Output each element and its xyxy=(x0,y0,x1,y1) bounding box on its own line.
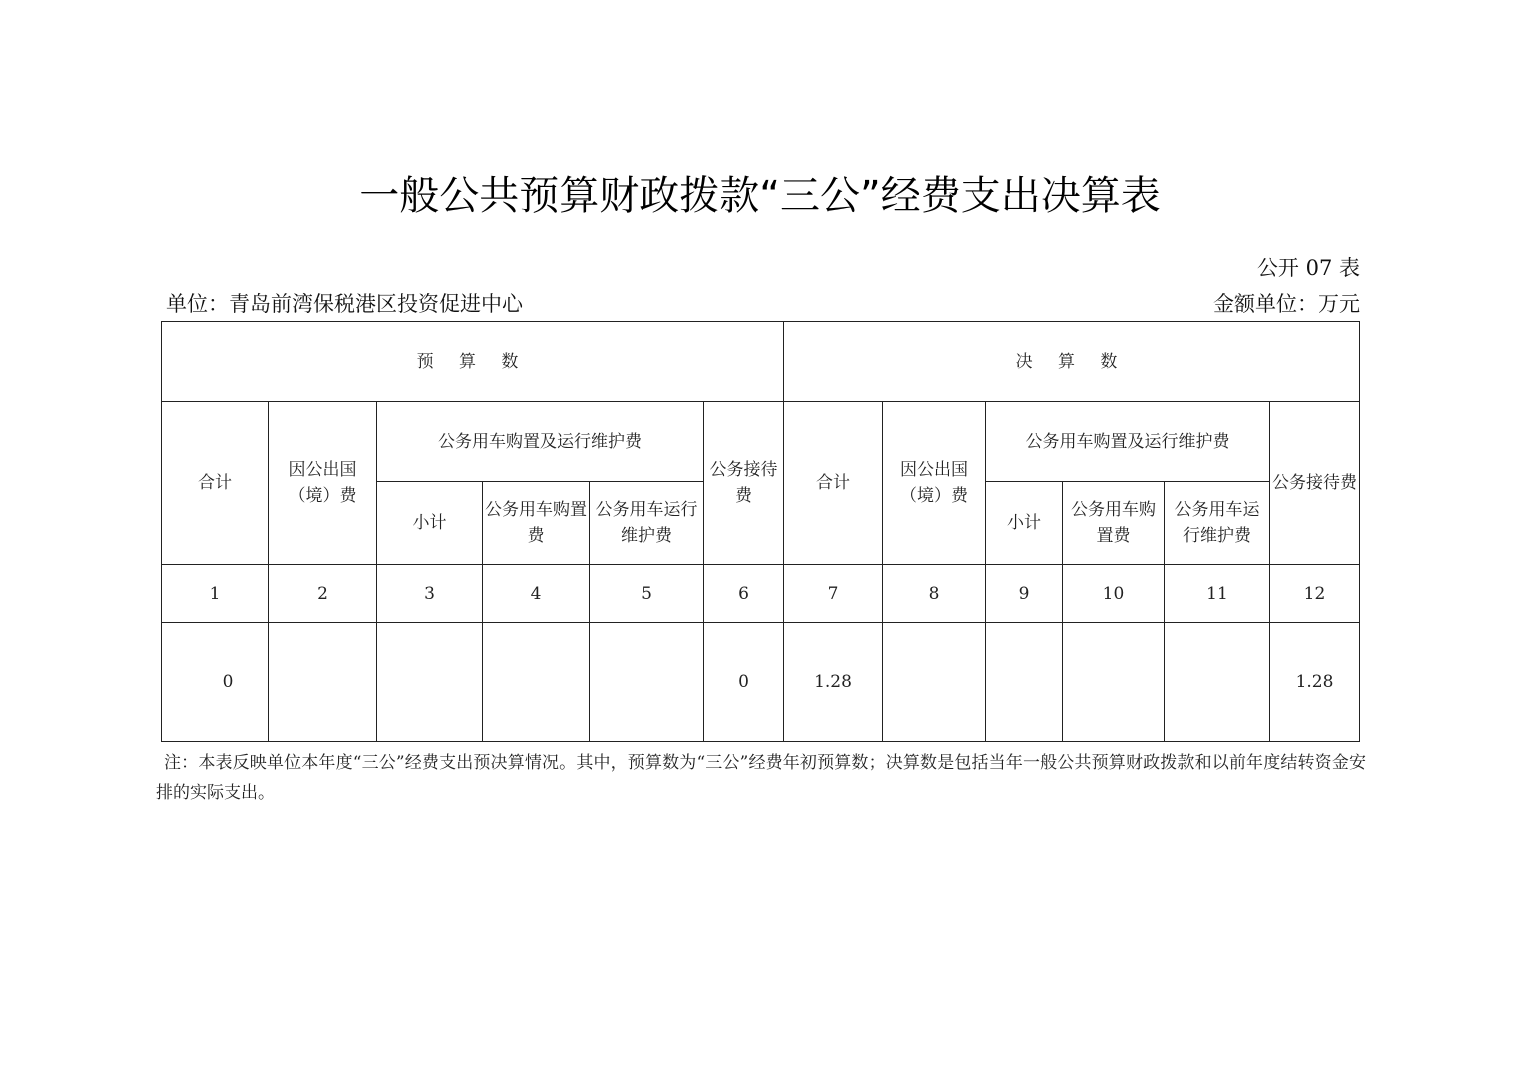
budget-total-header: 合计 xyxy=(162,402,269,565)
column-number: 11 xyxy=(1165,565,1270,623)
budget-vehicle-subtotal-value xyxy=(377,623,483,742)
final-vehicle-header: 公务用车购置及运行维护费 xyxy=(986,402,1270,482)
column-number: 6 xyxy=(704,565,784,623)
column-number: 3 xyxy=(377,565,483,623)
final-abroad-header: 因公出国（境）费 xyxy=(883,402,986,565)
budget-vehicle-purchase-header: 公务用车购置费 xyxy=(483,482,590,565)
budget-reception-header: 公务接待费 xyxy=(704,402,784,565)
column-number: 1 xyxy=(162,565,269,623)
final-reception-value: 1.28 xyxy=(1270,623,1360,742)
column-number: 8 xyxy=(883,565,986,623)
form-number: 公开 07 表 xyxy=(1256,256,1360,280)
column-number: 7 xyxy=(784,565,883,623)
page-title: 一般公共预算财政拨款“三公”经费支出决算表 xyxy=(359,173,1161,219)
budget-subtotal-header: 小计 xyxy=(377,482,483,565)
column-number: 4 xyxy=(483,565,590,623)
budget-vehicle-header: 公务用车购置及运行维护费 xyxy=(377,402,704,482)
budget-vehicle-operation-header: 公务用车运行维护费 xyxy=(590,482,704,565)
column-number: 12 xyxy=(1270,565,1360,623)
budget-header: 预 算 数 xyxy=(162,322,784,402)
unit-label: 单位：青岛前湾保税港区投资促进中心 xyxy=(166,292,523,316)
final-abroad-value xyxy=(883,623,986,742)
final-total-value: 1.28 xyxy=(784,623,883,742)
expenditure-table xyxy=(161,321,1360,742)
column-number: 5 xyxy=(590,565,704,623)
budget-abroad-value xyxy=(269,623,377,742)
value-row xyxy=(162,623,1360,742)
final-vehicle-operation-value xyxy=(1165,623,1270,742)
final-vehicle-purchase-value xyxy=(1063,623,1165,742)
final-reception-header: 公务接待费 xyxy=(1270,402,1360,565)
final-vehicle-purchase-header: 公务用车购置费 xyxy=(1063,482,1165,565)
column-number: 2 xyxy=(269,565,377,623)
header-row-group xyxy=(162,322,1360,402)
budget-abroad-header: 因公出国（境）费 xyxy=(269,402,377,565)
final-vehicle-operation-header: 公务用车运行维护费 xyxy=(1165,482,1270,565)
column-number: 10 xyxy=(1063,565,1165,623)
final-subtotal-header: 小计 xyxy=(986,482,1063,565)
table-note: 注：本表反映单位本年度“三公”经费支出预决算情况。其中，预算数为“三公”经费年初预算数；决算数是包括当年一般公共预算财政拨款和以前年度结转资金安排的实际支出。 xyxy=(156,753,1366,803)
final-header: 决 算 数 xyxy=(784,322,1360,402)
final-vehicle-subtotal-value xyxy=(986,623,1063,742)
budget-vehicle-operation-value xyxy=(590,623,704,742)
final-total-header: 合计 xyxy=(784,402,883,565)
budget-total-value: 0 xyxy=(162,623,269,742)
column-number-row xyxy=(162,565,1360,623)
budget-reception-value: 0 xyxy=(704,623,784,742)
header-row-category xyxy=(162,402,1360,482)
column-number: 9 xyxy=(986,565,1063,623)
budget-vehicle-purchase-value xyxy=(483,623,590,742)
money-unit-label: 金额单位：万元 xyxy=(1213,292,1360,316)
